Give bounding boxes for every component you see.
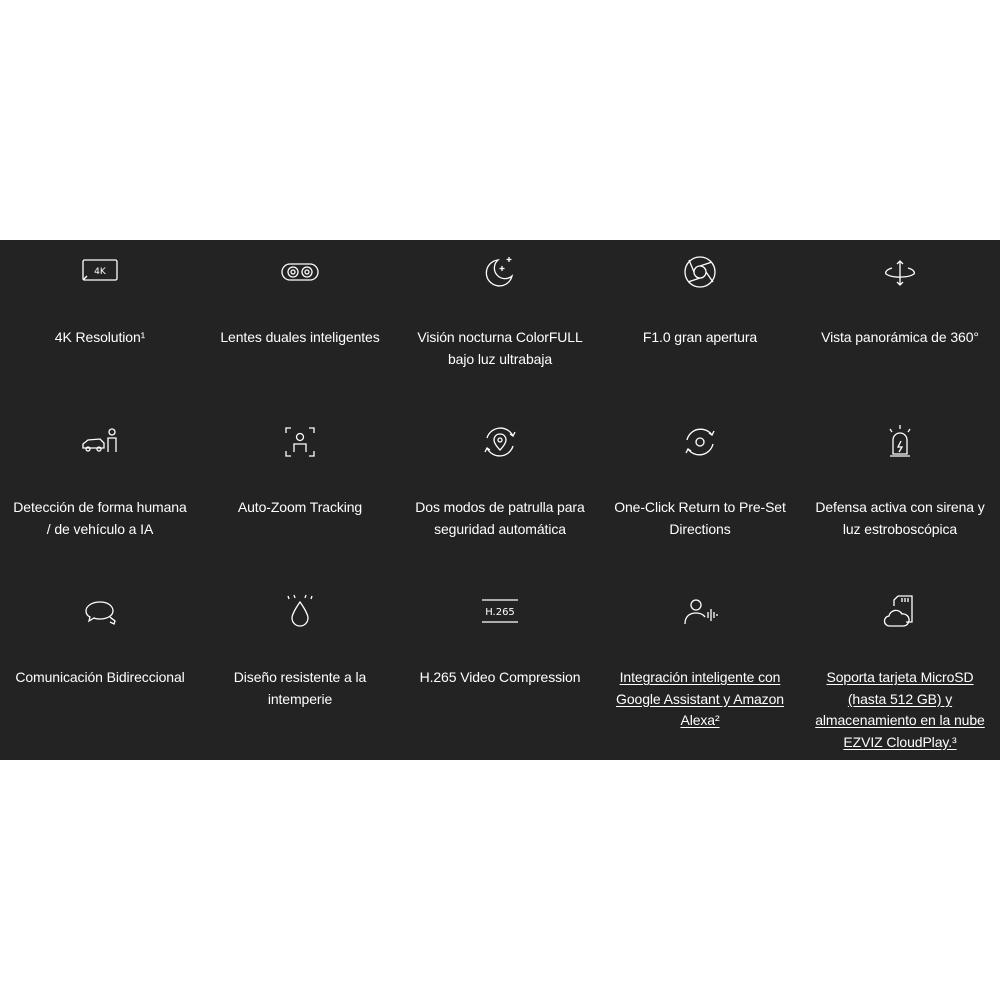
feature-label: One-Click Return to Pre-Set Directions [614,499,786,537]
patrol-location-icon [480,422,520,462]
person-frame-icon [280,422,320,462]
feature-two-way-talk [0,580,200,760]
siren-icon [880,422,920,462]
voice-assistant-icon [680,592,720,632]
h265-icon [478,592,522,632]
feature-label: H.265 Video Compression [419,669,581,685]
car-person-icon [80,422,120,462]
feature-panorama [800,240,1000,410]
water-drop-icon [280,592,320,632]
voice-assistant-link[interactable]: Integración inteligente con Google Assistant y Amazon Alexa² [616,669,784,728]
moon-stars-icon [480,252,520,292]
feature-label: 4K Resolution¹ [54,329,146,345]
feature-label: Defensa activa con sirena y luz estroboscópica [815,499,985,537]
dual-lens-icon [280,252,320,292]
feature-label: Diseño resistente a la intemperie [233,669,367,707]
features-grid [0,240,1000,760]
feature-one-click-return [600,410,800,580]
feature-label: Lentes duales inteligentes [220,329,380,345]
feature-label: Comunicación Bidireccional [15,669,185,685]
feature-weatherproof [200,580,400,760]
features-panel [0,240,1000,760]
storage-link[interactable]: Soporta tarjeta MicroSD (hasta 512 GB) y almacenamiento en la nube EZVIZ CloudPlay.³ [815,669,985,750]
feature-label: F1.0 gran apertura [642,329,758,345]
feature-label: Dos modos de patrulla para seguridad automática [415,499,585,537]
chat-bubbles-icon [80,592,120,632]
feature-voice-assistant [600,580,800,760]
feature-active-defense [800,410,1000,580]
panorama-360-icon [880,252,920,292]
feature-label: Vista panorámica de 360° [821,329,979,345]
sd-cloud-icon [880,592,920,632]
feature-dual-lens [200,240,400,410]
feature-4k-resolution [0,240,200,410]
feature-ai-detection [0,410,200,580]
feature-label: Visión nocturna ColorFULL bajo luz ultrabaja [417,329,583,367]
feature-h265 [400,580,600,760]
feature-patrol-modes [400,410,600,580]
4k-icon-text: 4K [94,267,106,277]
feature-label: Detección de forma humana / de vehículo a IA [13,499,187,537]
feature-label: Auto-Zoom Tracking [237,499,363,515]
4k-screen-icon [80,252,120,292]
h265-icon-text: H.265 [485,607,515,618]
feature-storage [800,580,1000,760]
return-target-icon [680,422,720,462]
feature-night-vision [400,240,600,410]
feature-auto-zoom [200,410,400,580]
aperture-icon [680,252,720,292]
feature-aperture [600,240,800,410]
